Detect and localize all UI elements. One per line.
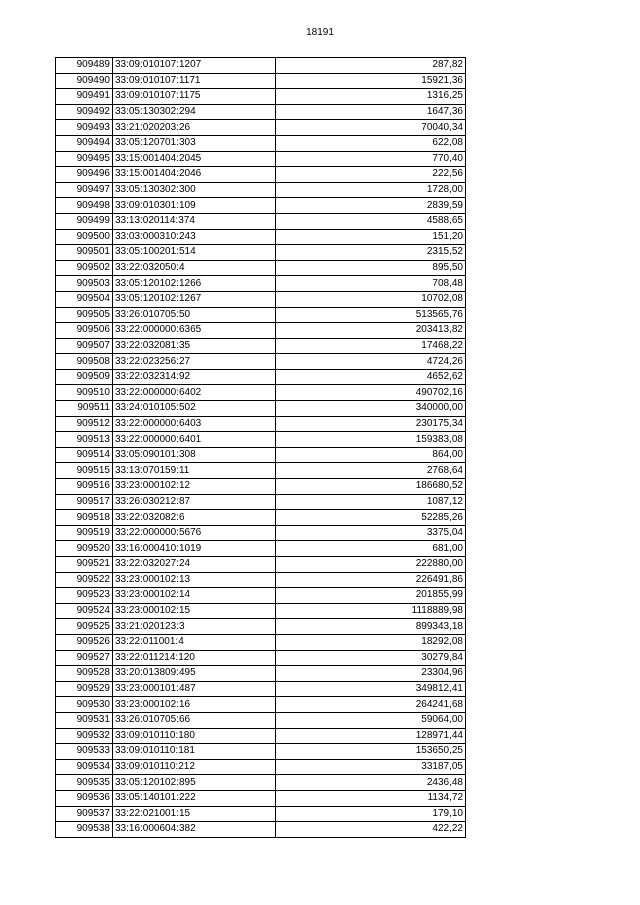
table-row xyxy=(56,588,466,604)
row-number-cell: 909526 xyxy=(56,634,113,650)
row-number-cell: 909536 xyxy=(56,790,113,806)
row-number-cell: 909491 xyxy=(56,89,113,105)
row-number-cell: 909534 xyxy=(56,759,113,775)
table-row xyxy=(56,151,466,167)
table-row xyxy=(56,369,466,385)
cadastral-number-cell: 33:09:010110:181 xyxy=(113,744,276,760)
table-row xyxy=(56,401,466,417)
table-row xyxy=(56,323,466,339)
cadastral-number-cell: 33:05:120701:303 xyxy=(113,135,276,151)
cadastral-number-cell: 33:09:010107:1207 xyxy=(113,58,276,74)
cadastral-number-cell: 33:15:001404:2046 xyxy=(113,167,276,183)
cadastral-number-cell: 33:03:000310:243 xyxy=(113,229,276,245)
table-row xyxy=(56,432,466,448)
value-cell: 153650,25 xyxy=(276,744,466,760)
value-cell: 287,82 xyxy=(276,58,466,74)
value-cell: 4724,26 xyxy=(276,354,466,370)
cadastral-number-cell: 33:23:000102:12 xyxy=(113,479,276,495)
value-cell: 490702,16 xyxy=(276,385,466,401)
cadastral-number-cell: 33:22:032314:92 xyxy=(113,369,276,385)
value-cell: 18292,08 xyxy=(276,634,466,650)
value-cell: 340000,00 xyxy=(276,401,466,417)
table-row xyxy=(56,104,466,120)
row-number-cell: 909500 xyxy=(56,229,113,245)
row-number-cell: 909492 xyxy=(56,104,113,120)
cadastral-number-cell: 33:20:013809:495 xyxy=(113,666,276,682)
cadastral-number-cell: 33:22:011001:4 xyxy=(113,634,276,650)
table-row xyxy=(56,541,466,557)
value-cell: 622,08 xyxy=(276,135,466,151)
cadastral-number-cell: 33:26:010705:50 xyxy=(113,307,276,323)
value-cell: 1647,36 xyxy=(276,104,466,120)
cadastral-number-cell: 33:05:140101:222 xyxy=(113,790,276,806)
cadastral-number-cell: 33:22:011214:120 xyxy=(113,650,276,666)
row-number-cell: 909520 xyxy=(56,541,113,557)
row-number-cell: 909511 xyxy=(56,401,113,417)
cadastral-number-cell: 33:09:010110:212 xyxy=(113,759,276,775)
table-row xyxy=(56,167,466,183)
value-cell: 4652,62 xyxy=(276,369,466,385)
cadastral-number-cell: 33:09:010107:1175 xyxy=(113,89,276,105)
table-row xyxy=(56,712,466,728)
table-row xyxy=(56,744,466,760)
table-row xyxy=(56,245,466,261)
table-row xyxy=(56,198,466,214)
value-cell: 226491,86 xyxy=(276,572,466,588)
cadastral-number-cell: 33:23:000102:16 xyxy=(113,697,276,713)
table-row xyxy=(56,463,466,479)
row-number-cell: 909507 xyxy=(56,338,113,354)
table-row xyxy=(56,806,466,822)
row-number-cell: 909530 xyxy=(56,697,113,713)
value-cell: 2768,64 xyxy=(276,463,466,479)
value-cell: 230175,34 xyxy=(276,416,466,432)
table-row xyxy=(56,775,466,791)
cadastral-number-cell: 33:05:120102:1266 xyxy=(113,276,276,292)
cadastral-number-cell: 33:13:020114:374 xyxy=(113,213,276,229)
table-row xyxy=(56,728,466,744)
value-cell: 2436,48 xyxy=(276,775,466,791)
table-row xyxy=(56,666,466,682)
row-number-cell: 909521 xyxy=(56,557,113,573)
table-row xyxy=(56,260,466,276)
row-number-cell: 909501 xyxy=(56,245,113,261)
table-row xyxy=(56,182,466,198)
value-cell: 770,40 xyxy=(276,151,466,167)
row-number-cell: 909519 xyxy=(56,525,113,541)
table-row xyxy=(56,307,466,323)
cadastral-number-cell: 33:05:120102:1267 xyxy=(113,291,276,307)
row-number-cell: 909506 xyxy=(56,323,113,339)
row-number-cell: 909523 xyxy=(56,588,113,604)
row-number-cell: 909504 xyxy=(56,291,113,307)
value-cell: 159383,08 xyxy=(276,432,466,448)
cadastral-number-cell: 33:22:000000:5676 xyxy=(113,525,276,541)
cadastral-number-cell: 33:26:010705:66 xyxy=(113,712,276,728)
cadastral-number-cell: 33:23:000102:14 xyxy=(113,588,276,604)
page-number: 18191 xyxy=(306,27,334,38)
cadastral-number-cell: 33:22:032082:6 xyxy=(113,510,276,526)
value-cell: 708,48 xyxy=(276,276,466,292)
cadastral-number-cell: 33:24:010105:502 xyxy=(113,401,276,417)
row-number-cell: 909513 xyxy=(56,432,113,448)
cadastral-number-cell: 33:22:032027:24 xyxy=(113,557,276,573)
value-cell: 1316,25 xyxy=(276,89,466,105)
row-number-cell: 909533 xyxy=(56,744,113,760)
cadastral-number-cell: 33:16:000410:1019 xyxy=(113,541,276,557)
row-number-cell: 909505 xyxy=(56,307,113,323)
row-number-cell: 909495 xyxy=(56,151,113,167)
table-row xyxy=(56,135,466,151)
table-row xyxy=(56,510,466,526)
value-cell: 33187,05 xyxy=(276,759,466,775)
table-row xyxy=(56,89,466,105)
cadastral-number-cell: 33:05:120102:895 xyxy=(113,775,276,791)
cadastral-number-cell: 33:22:000000:6365 xyxy=(113,323,276,339)
row-number-cell: 909508 xyxy=(56,354,113,370)
value-cell: 264241,68 xyxy=(276,697,466,713)
value-cell: 17468,22 xyxy=(276,338,466,354)
row-number-cell: 909496 xyxy=(56,167,113,183)
table-row xyxy=(56,790,466,806)
table-row xyxy=(56,572,466,588)
table-row xyxy=(56,479,466,495)
value-cell: 70040,34 xyxy=(276,120,466,136)
table-row xyxy=(56,213,466,229)
cadastral-number-cell: 33:05:100201:514 xyxy=(113,245,276,261)
cadastral-number-cell: 33:21:020123:3 xyxy=(113,619,276,635)
row-number-cell: 909497 xyxy=(56,182,113,198)
table-row xyxy=(56,385,466,401)
cadastral-number-cell: 33:16:000604:382 xyxy=(113,822,276,838)
row-number-cell: 909535 xyxy=(56,775,113,791)
cadastral-number-cell: 33:05:130302:294 xyxy=(113,104,276,120)
value-cell: 1118889,98 xyxy=(276,603,466,619)
cadastral-number-cell: 33:23:000102:13 xyxy=(113,572,276,588)
cadastral-number-cell: 33:22:000000:6401 xyxy=(113,432,276,448)
row-number-cell: 909502 xyxy=(56,260,113,276)
row-number-cell: 909512 xyxy=(56,416,113,432)
value-cell: 422,22 xyxy=(276,822,466,838)
table-row xyxy=(56,354,466,370)
row-number-cell: 909518 xyxy=(56,510,113,526)
table-row xyxy=(56,759,466,775)
cadastral-number-cell: 33:09:010301:109 xyxy=(113,198,276,214)
value-cell: 1087,12 xyxy=(276,494,466,510)
row-number-cell: 909528 xyxy=(56,666,113,682)
cadastral-number-cell: 33:22:021001:15 xyxy=(113,806,276,822)
table-row xyxy=(56,73,466,89)
table-row xyxy=(56,276,466,292)
cadastral-number-cell: 33:22:000000:6402 xyxy=(113,385,276,401)
value-cell: 2315,52 xyxy=(276,245,466,261)
table-row xyxy=(56,634,466,650)
value-cell: 1728,00 xyxy=(276,182,466,198)
value-cell: 59064,00 xyxy=(276,712,466,728)
row-number-cell: 909490 xyxy=(56,73,113,89)
table-row xyxy=(56,525,466,541)
row-number-cell: 909532 xyxy=(56,728,113,744)
row-number-cell: 909489 xyxy=(56,58,113,74)
row-number-cell: 909537 xyxy=(56,806,113,822)
value-cell: 4588,65 xyxy=(276,213,466,229)
cadastral-number-cell: 33:26:030212:87 xyxy=(113,494,276,510)
value-cell: 222,56 xyxy=(276,167,466,183)
table-row xyxy=(56,416,466,432)
table-body xyxy=(56,58,466,838)
row-number-cell: 909516 xyxy=(56,479,113,495)
table-row xyxy=(56,58,466,74)
table-row xyxy=(56,338,466,354)
value-cell: 23304,96 xyxy=(276,666,466,682)
table-row xyxy=(56,650,466,666)
cadastral-value-table xyxy=(55,57,466,838)
value-cell: 2839,59 xyxy=(276,198,466,214)
row-number-cell: 909493 xyxy=(56,120,113,136)
cadastral-number-cell: 33:23:000102:15 xyxy=(113,603,276,619)
row-number-cell: 909509 xyxy=(56,369,113,385)
value-cell: 10702,08 xyxy=(276,291,466,307)
table-row xyxy=(56,447,466,463)
value-cell: 349812,41 xyxy=(276,681,466,697)
cadastral-number-cell: 33:13:070159:11 xyxy=(113,463,276,479)
table-row xyxy=(56,603,466,619)
cadastral-number-cell: 33:09:010110:180 xyxy=(113,728,276,744)
value-cell: 222880,00 xyxy=(276,557,466,573)
cadastral-number-cell: 33:22:032081:35 xyxy=(113,338,276,354)
cadastral-number-cell: 33:22:032050:4 xyxy=(113,260,276,276)
row-number-cell: 909510 xyxy=(56,385,113,401)
row-number-cell: 909499 xyxy=(56,213,113,229)
table-row xyxy=(56,822,466,838)
value-cell: 1134,72 xyxy=(276,790,466,806)
value-cell: 151,20 xyxy=(276,229,466,245)
cadastral-number-cell: 33:15:001404:2045 xyxy=(113,151,276,167)
value-cell: 895,50 xyxy=(276,260,466,276)
value-cell: 128971,44 xyxy=(276,728,466,744)
table-row xyxy=(56,697,466,713)
cadastral-number-cell: 33:22:000000:6403 xyxy=(113,416,276,432)
table-row xyxy=(56,557,466,573)
row-number-cell: 909515 xyxy=(56,463,113,479)
value-cell: 864,00 xyxy=(276,447,466,463)
value-cell: 203413,82 xyxy=(276,323,466,339)
table-row xyxy=(56,120,466,136)
cadastral-number-cell: 33:21:020203:26 xyxy=(113,120,276,136)
row-number-cell: 909529 xyxy=(56,681,113,697)
row-number-cell: 909514 xyxy=(56,447,113,463)
value-cell: 681,00 xyxy=(276,541,466,557)
row-number-cell: 909503 xyxy=(56,276,113,292)
cadastral-number-cell: 33:05:090101:308 xyxy=(113,447,276,463)
row-number-cell: 909527 xyxy=(56,650,113,666)
cadastral-number-cell: 33:23:000101:487 xyxy=(113,681,276,697)
row-number-cell: 909531 xyxy=(56,712,113,728)
table-row xyxy=(56,681,466,697)
row-number-cell: 909517 xyxy=(56,494,113,510)
row-number-cell: 909494 xyxy=(56,135,113,151)
table-row xyxy=(56,494,466,510)
value-cell: 179,10 xyxy=(276,806,466,822)
row-number-cell: 909525 xyxy=(56,619,113,635)
value-cell: 899343,18 xyxy=(276,619,466,635)
row-number-cell: 909524 xyxy=(56,603,113,619)
value-cell: 186680,52 xyxy=(276,479,466,495)
row-number-cell: 909498 xyxy=(56,198,113,214)
table-row xyxy=(56,619,466,635)
row-number-cell: 909522 xyxy=(56,572,113,588)
value-cell: 3375,04 xyxy=(276,525,466,541)
cadastral-number-cell: 33:22:023256:27 xyxy=(113,354,276,370)
value-cell: 30279,84 xyxy=(276,650,466,666)
value-cell: 15921,36 xyxy=(276,73,466,89)
value-cell: 201855,99 xyxy=(276,588,466,604)
cadastral-number-cell: 33:05:130302:300 xyxy=(113,182,276,198)
table-row xyxy=(56,291,466,307)
value-cell: 513565,76 xyxy=(276,307,466,323)
table-row xyxy=(56,229,466,245)
value-cell: 52285,26 xyxy=(276,510,466,526)
row-number-cell: 909538 xyxy=(56,822,113,838)
cadastral-number-cell: 33:09:010107:1171 xyxy=(113,73,276,89)
